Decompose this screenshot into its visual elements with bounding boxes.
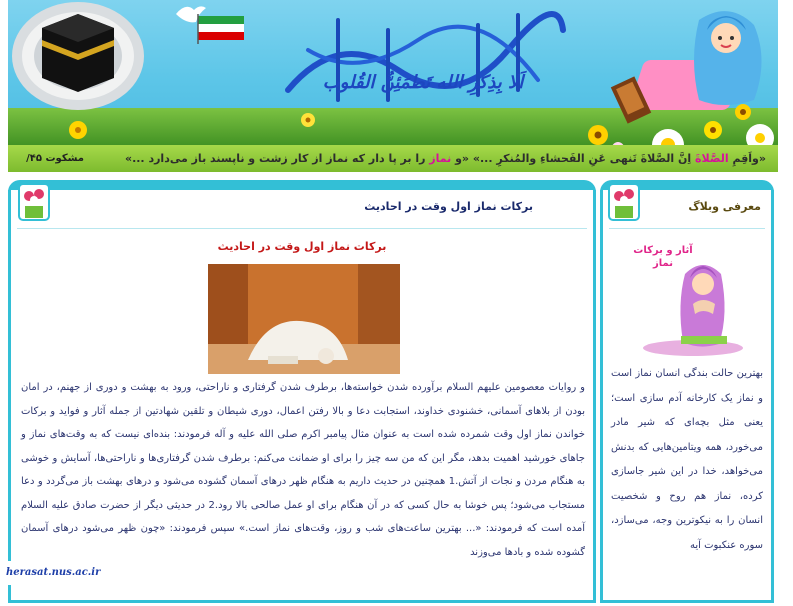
marquee-part: «واَقِمِ bbox=[728, 152, 766, 165]
marquee-part: را بر پا دار که نماز از کار زشت و ناپسند باز می‌دارد ...» bbox=[124, 152, 430, 165]
post-body-text: و روایات معصومین علیهم السلام برآورده شدن خواسته‌ها، برطرف شدن گرفتاری و ناراحتی، ورود به بهشت و دوری از جهنم، در امان بودن از بلاهای آسمانی، خشنودی خداوند، استجابت دعا و بالا رفتن اعمال، دوری شیطان و تلقین شهادتین از جمله آثار و فواید و برکات خواندن نماز اول وقت شمرده شده است به عنوان مثال پیامبر اکرم صلی الله علیه و آله فرمودند: بنده‌ای نیست که به وقت‌های نماز و جاهای خورشید اهمیت بدهد، مگر این که من سه چیز را برای او ضمانت می‌کنم: برطرف شدن گرفتاری‌ها و ناراحتی‌ها، آسایش و خوشی به هنگام مردن و نجات از آتش.1 همچنین در حدیث داریم به هنگام ظهر درهای آسمان گشوده می‌شود و درهای بهشت باز می‌گردد و دعا مستجاب می‌شود؛ پس خوشا به حال کسی که در آن هنگام برای او عمل صالحی بالا رود.2 در حدیثی دیگر از حضرت صادق علیه السلام آمده است که فرمودند: «... بهترین ساعت‌های شب و روز، وقت‌های نماز است.» سپس فرمودند: «چون ظهر می‌شود درهای آسمان گشوده شده و بادها می‌وزند bbox=[21, 382, 585, 558]
views-counter: مشکوت ۴۵/ bbox=[26, 153, 84, 164]
sidebar-panel bbox=[600, 190, 774, 603]
divider bbox=[17, 228, 587, 229]
marquee-highlight: الصَّلاةَ bbox=[695, 152, 729, 165]
post-heading: برکات نماز اول وقت در احادیث bbox=[217, 240, 387, 253]
blog-intro-caption: آثار و برکات نماز bbox=[633, 245, 693, 269]
kaaba-icon bbox=[8, 0, 148, 112]
marquee-part: اِنَّ الصَّلاةَ تَنهی عَنِ الفَحشاءِ والمُنکرِ ...» «و bbox=[451, 152, 696, 165]
watermark: herasat.nus.ac.ir bbox=[0, 561, 102, 585]
marquee-text bbox=[124, 150, 766, 168]
sidebar-title: معرفی وبلاگ bbox=[688, 200, 761, 213]
praying-girl-icon bbox=[604, 0, 778, 150]
main-panel bbox=[8, 190, 596, 603]
header-calligraphy bbox=[278, 10, 568, 110]
sidebar-body-text: بهترین حالت بندگی انسان نماز است و نماز یک کارخانه آدم سازی است؛ یعنی مثل بچه‌ای که شیر مادر می‌خورد، همه ویتامین‌هایی که بدنش می‌خواهد، خدا در این شیر جاسازی کرده، نماز هم روح و شخصیت انسان را به نیکوترین وجه، می‌سازد، سوره عنکبوت آیه bbox=[611, 368, 763, 551]
prostration-photo bbox=[208, 264, 400, 374]
blog-intro-image bbox=[633, 244, 743, 360]
flag-and-dove-icon bbox=[172, 0, 252, 44]
post-title-link[interactable]: برکات نماز اول وقت در احادیث bbox=[364, 200, 533, 213]
divider bbox=[609, 228, 765, 229]
header-banner bbox=[8, 0, 778, 172]
calligraphy-text: اَلا بِذِکرِ الله تَطمَئِنُّ القُلوب bbox=[322, 72, 524, 93]
calligraphy-ornament-icon bbox=[278, 10, 568, 110]
marquee-highlight: نماز bbox=[429, 152, 452, 165]
praying-girl-icon bbox=[633, 244, 743, 360]
flower-pot-icon bbox=[607, 182, 641, 222]
